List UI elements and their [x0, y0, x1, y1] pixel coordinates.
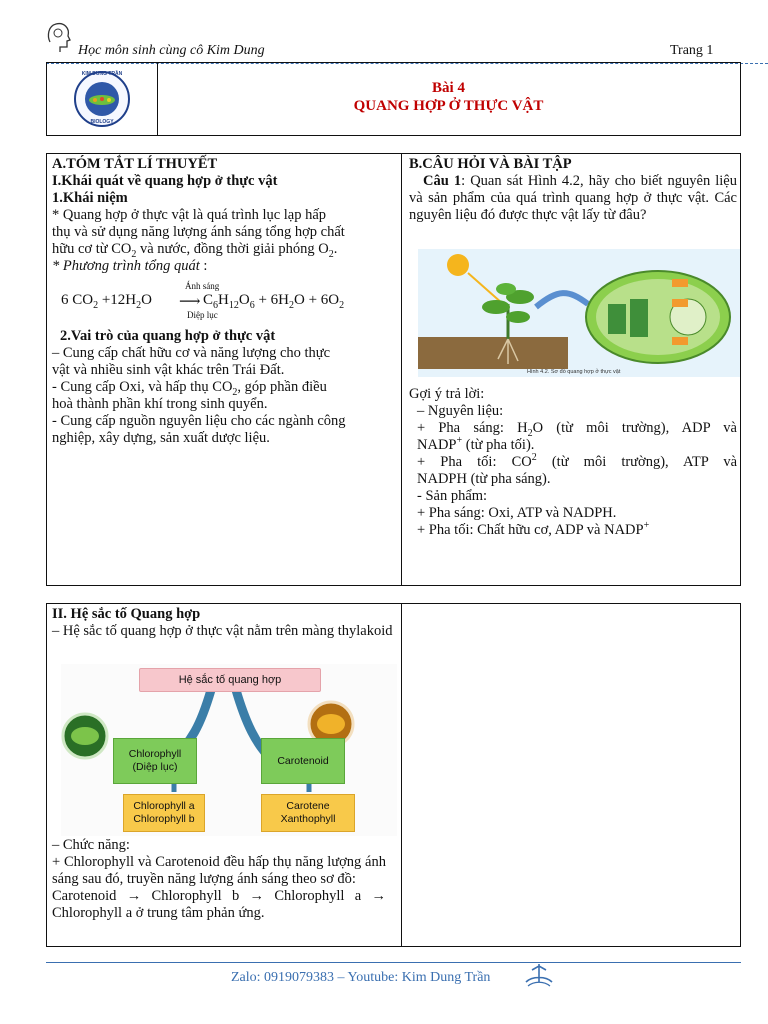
materials-label: – Nguyên liệu: [417, 403, 504, 419]
title-box [46, 62, 741, 136]
figure-caption: Hình 4.2. Sơ đồ quang hợp ở thực vật [527, 369, 621, 375]
function-chain: Carotenoid → Chlorophyll b → Chlorophyll a → Chlorophyll a ở trung tâm phản ứng. [52, 888, 386, 921]
role-3-line-1: - Cung cấp nguồn nguyên liệu cho các ngành công [52, 413, 346, 429]
section-i-heading: I.Khái quát về quang hợp ở thực vật [52, 173, 278, 189]
materials-dark-2: NADPH (từ pha sáng). [417, 471, 551, 487]
materials-light-1: + Pha sáng: $H_2O$ (từ môi trường), ADP và [417, 420, 737, 439]
figure-4-2 [418, 249, 740, 377]
role-1-line-1: – Cung cấp chất hữu cơ và năng lượng cho thực [52, 345, 331, 361]
diagram-carotenoid-types: Carotene Xanthophyll [261, 794, 355, 832]
section-ii-heading: II. Hệ sắc tố Quang hợp [52, 606, 201, 622]
equation-right: $C_6H_{12}O_6 + 6H_2O + 6O_2$ [203, 292, 345, 311]
column-divider [401, 154, 402, 585]
products-dark: + Pha tối: Chất hữu cơ, ADP và NADP+ [417, 520, 650, 538]
pigment-table [46, 603, 741, 947]
role-1-line-2: vật và nhiều sinh vật khác trên Trái Đất. [52, 362, 285, 378]
equation-arrow: ⟶ [179, 294, 201, 310]
theory-question-table [46, 153, 741, 586]
role-2-line-2: hoà thành phần khí trong sinh quyển. [52, 396, 268, 412]
footer-contact: Zalo: 0919079383 – Youtube: Kim Dung Trần [231, 970, 491, 985]
logo-text-top: KIM DUNG TRẦN [81, 71, 123, 77]
lesson-title: QUANG HỢP Ở THỰC VẬT [353, 98, 544, 114]
materials-light-2: NADP+ (từ pha tối). [417, 435, 535, 453]
pigment-location: – Hệ sắc tố quang hợp ở thực vật nằm trên màng thylakoid [52, 623, 393, 639]
diagram-carotenoid-box: Carotenoid [261, 738, 345, 784]
materials-dark-1: + Pha tối: $CO^2$ (từ môi trường), ATP và [417, 452, 738, 470]
role-2-line-1: - Cung cấp Oxi, và hấp thụ $CO_2$, góp phần điều [52, 379, 327, 398]
diagram-chlorophyll-types: Chlorophyll a Chlorophyll b [123, 794, 205, 832]
definition-line-2: thụ và sử dụng năng lượng ánh sáng tổng hợp chất [52, 224, 345, 240]
concept-heading: 1.Khái niệm [52, 190, 128, 206]
definition-line-3: hữu cơ từ $CO_2$ và nước, đồng thời giải phóng $O_2$. [52, 241, 338, 260]
footer-divider [46, 962, 741, 963]
question-1: Câu 1: Quan sát Hình 4.2, hãy cho biết nguyên liệu và sản phẩm của quá trình quang hợp ở thực vật. Các nguyên liệu đó được thực vật lấy từ đâu? [409, 173, 737, 223]
header-logo-icon [46, 20, 72, 54]
section-b-heading: B.CÂU HỎI VÀ BÀI TẬP [409, 156, 572, 172]
hint-label: Gợi ý trả lời: [409, 386, 485, 402]
header-page-number: Trang 1 [670, 43, 714, 58]
function-label: – Chức năng: [52, 837, 130, 853]
title-logo-cell [47, 63, 158, 135]
equation-condition-chlorophyll: Diệp lục [187, 310, 218, 320]
question-column [409, 156, 737, 224]
equation-condition-light: Ánh sáng [185, 281, 220, 291]
footer-emblem-icon [522, 962, 556, 988]
equation-label: * Phương trình tổng quát : [52, 258, 208, 274]
header-title: Học môn sinh cùng cô Kim Dung [78, 43, 265, 58]
definition-line-1: * Quang hợp ở thực vật là quá trình lục lạp hấp [52, 207, 327, 223]
diagram-chlorophyll-box: Chlorophyll (Diệp lục) [113, 738, 197, 784]
lesson-number: Bài 4 [432, 80, 465, 96]
products-label: - Sản phẩm: [417, 488, 488, 504]
pigment-intro [52, 606, 394, 640]
pigment-function [52, 837, 386, 922]
photosynthesis-equation [61, 281, 401, 320]
role-heading: 2.Vai trò của quang hợp ở thực vật [60, 328, 276, 344]
pigment-diagram [61, 664, 397, 836]
products-light: + Pha sáng: Oxi, ATP và NADPH. [417, 505, 617, 521]
logo-text-bottom: BIOLOGY [90, 119, 114, 125]
equation-left: 6 $CO_2 +12H_2O$ [61, 292, 152, 311]
theory-column [52, 156, 394, 275]
answer-block [409, 386, 737, 539]
role-3-line-2: nghiệp, xây dựng, sản xuất dược liệu. [52, 430, 270, 446]
column-divider-2 [401, 604, 402, 946]
diagram-top-box: Hệ sắc tố quang hợp [139, 668, 321, 692]
role-block [52, 328, 394, 447]
section-a-heading: A.TÓM TẮT LÍ THUYẾT [52, 156, 218, 172]
function-absorb: + Chlorophyll và Carotenoid đều hấp thụ năng lượng ánh sáng sau đó, truyền năng lượng ánh sáng theo sơ đồ: [52, 854, 386, 887]
